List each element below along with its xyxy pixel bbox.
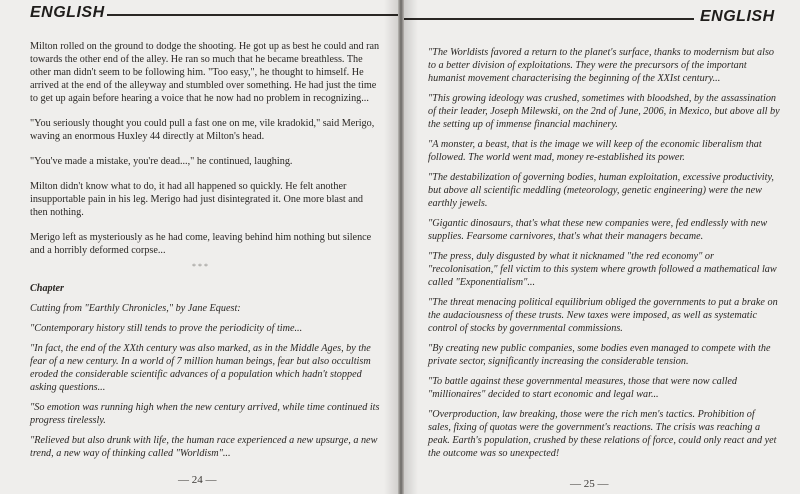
paragraph: "You've made a mistake, you're dead...," he continued, laughing. [30,156,293,167]
chapter-source: Cutting from "Earthly Chronicles," by Jane Equest: [30,303,241,314]
chapter-heading: Chapter [30,283,64,294]
paragraph: "The press, duly disgusted by what it nicknamed "the red economy" or "recolonisation," fell victim to this system where growth followed a mathematical law called "Exponentialism"... [428,251,777,288]
paragraph: Milton rolled on the ground to dodge the shooting. He got up as best he could and ran towards the other end of the alley. He ran so much that he became breathless. The other man didn't seem to be following him. "Too easy,", he thought to himself. He arrived at the end of the alleyway and stumbled over something. He had just the time to get up again before hearing a voice that he now had no problem in recognizing... [30,41,380,104]
page-header: ENGLISH [30,4,105,21]
header-rule [107,14,398,16]
page-header: ENGLISH [700,8,775,25]
right-page [404,0,800,494]
right-body-text [428,46,780,467]
paragraph: "The Worldists favored a return to the planet's surface, thanks to modernism but also to a better division of exploitations. They were the precursors of the important humanist movement characterising the beginning of the XXIst century... [428,47,775,84]
paragraph: "To battle against these governmental measures, those that were now called "millionaires" decided to start economic and legal war... [428,376,738,400]
paragraph: "In fact, the end of the XXth century was also marked, as in the Middle Ages, by the fear of a new century. In a world of 7 million human beings, fear but also occultism eroded the considerable scientific advances of a population which hadn't stopped asking questions... [30,343,371,393]
paragraph: "The threat menacing political equilibrium obliged the governments to put a brake on the audaciousness of these trusts. New taxes were imposed, as well as systematic control of stocks by governmental commissions. [428,297,778,334]
paragraph: "By creating new public companies, some bodies even managed to compete with the private sector, significantly increasing the considerable tension. [428,343,771,367]
paragraph: "Gigantic dinosaurs, that's what these new companies were, fed endlessly with new supplies. Fearsome carnivores, that's what their managers became. [428,218,768,242]
paragraph: "You seriously thought you could pull a fast one on me, vile kradokid," said Merigo, waving an enormous Huxley 44 directly at Milton's head. [30,118,375,142]
paragraph: "This growing ideology was crushed, sometimes with bloodshed, by the assassination of their leader, Joseph Milewski, on the 2nd of June, 2006, in Mexico, but above all by the setting up of immense financial machinery. [428,93,780,130]
page-shadow [384,0,398,494]
left-page [0,0,398,494]
paragraph: Merigo left as mysteriously as he had come, leaving behind him nothing but silence and a horribly deformed corpse... [30,232,372,256]
paragraph: Milton didn't know what to do, it had all happened so quickly. He felt another insupportable pain in his leg. Merigo had just disintegrated it. One more blast and then nothing. [30,181,364,218]
paragraph: "Contemporary history still tends to prove the periodicity of time... [30,323,303,334]
left-body-text [30,40,382,269]
page-shadow [404,0,418,494]
chapter-section [30,282,382,467]
paragraph: "Overproduction, law breaking, those were the rich men's tactics. Prohibition of sales, fixing of quotas were the government's reactions. The crisis was reaching a peak. Earth's population, crushed by these relations of force, could only react and yet the outcome was so unexpected! [428,409,777,459]
paragraph: "A monster, a beast, that is the image we will keep of the economic liberalism that followed. The world went mad, money re-established its power. [428,139,762,163]
page-number: — 24 — [178,474,217,486]
section-separator: *** [192,262,210,271]
paragraph: "Relieved but also drunk with life, the human race experienced a new upsurge, a new trend, a new way of thinking called "Worldism"... [30,435,378,459]
header-rule [404,18,694,20]
paragraph: "The destabilization of governing bodies, human exploitation, excessive productivity, but above all scientific meddling (meteorology, genetic engineering) were the new earthly jewels. [428,172,774,209]
page-number: — 25 — [570,478,609,490]
paragraph: "So emotion was running high when the new century arrived, while time continued its progress tirelessly. [30,402,380,426]
